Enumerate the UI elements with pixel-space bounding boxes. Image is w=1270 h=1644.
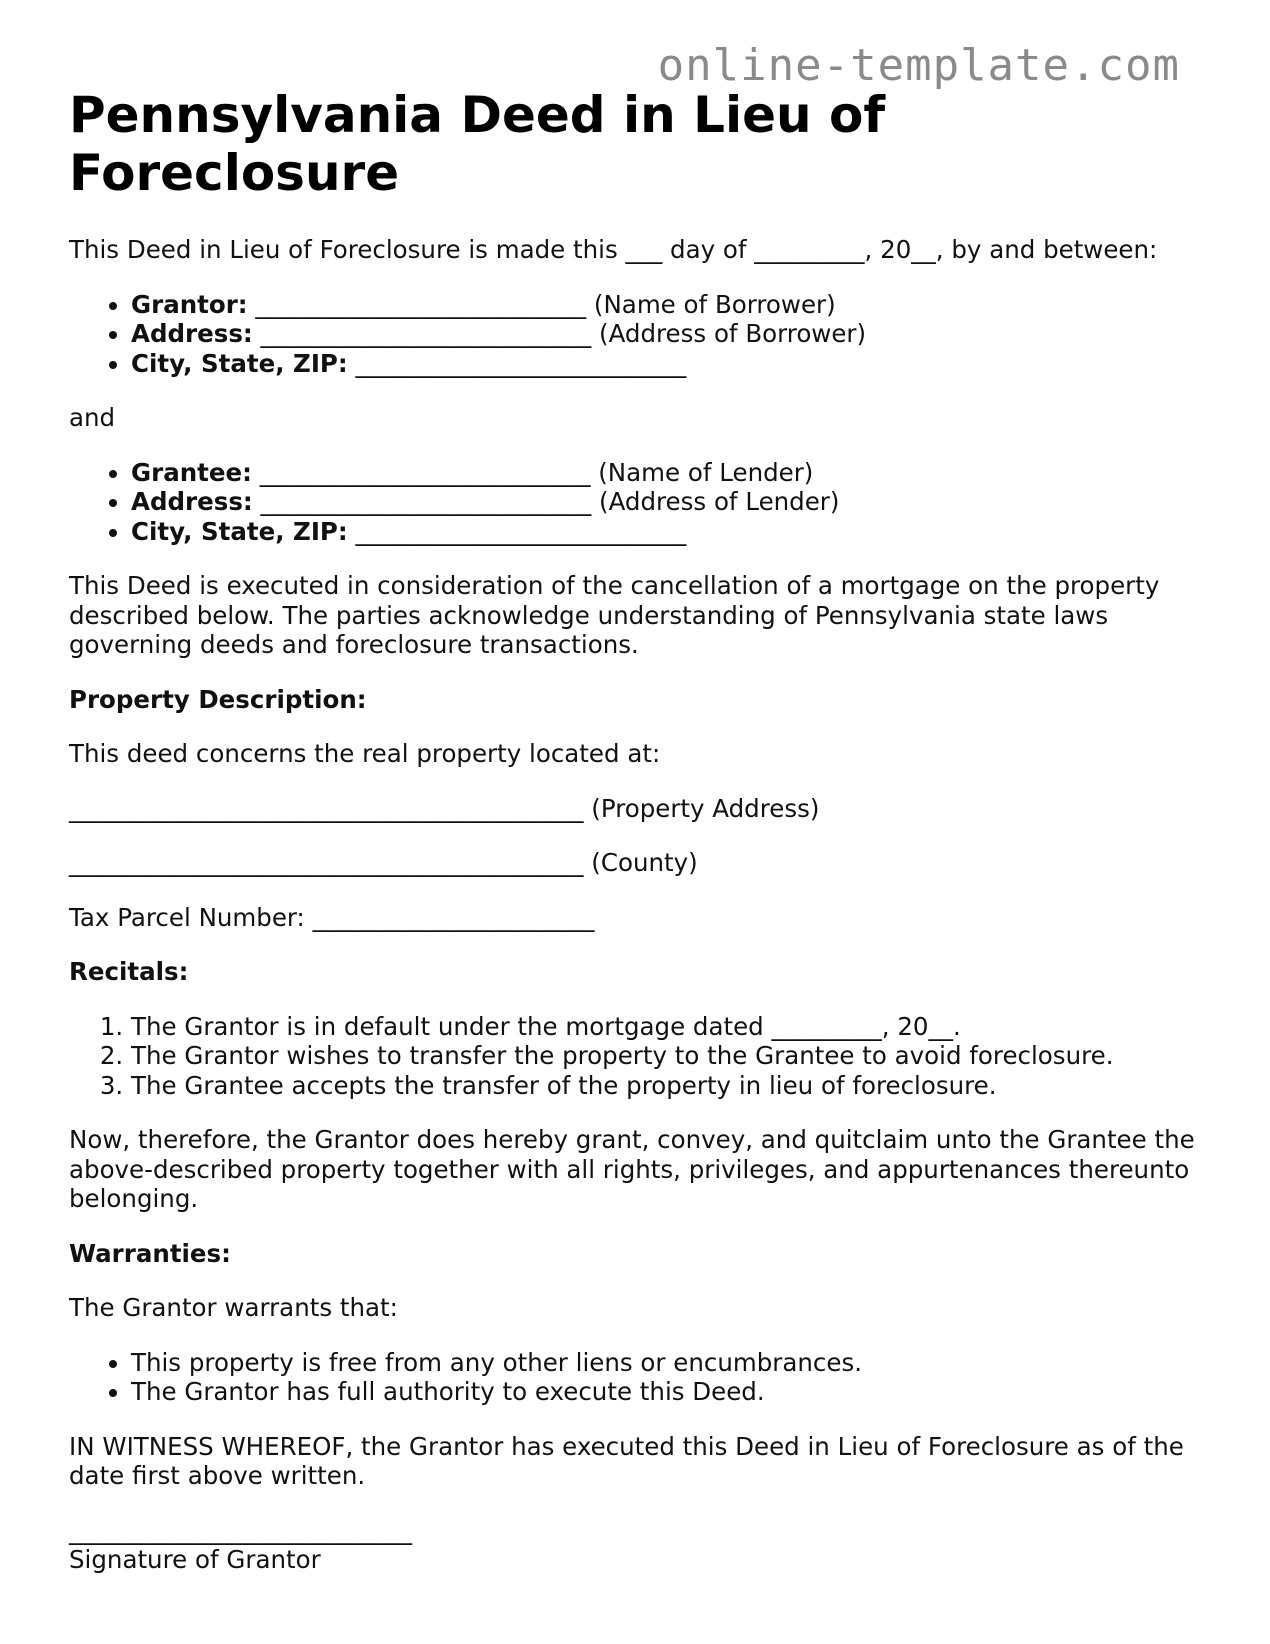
witness-paragraph: IN WITNESS WHEREOF, the Grantor has executed this Deed in Lieu of Foreclosure as of the date first above written. [69, 1431, 1192, 1490]
field-label: City, State, ZIP: [131, 516, 348, 546]
property-heading: Property Description: [69, 684, 367, 714]
field-label: City, State, ZIP: [131, 348, 348, 378]
field-blank: ___________________________ (Address of Lender) [252, 487, 840, 516]
recitals-list [69, 1012, 1199, 1101]
warranties-intro: The Grantor warrants that: [69, 1293, 398, 1322]
field-blank: ___________________________ [347, 516, 687, 546]
grantor-address-item [131, 319, 1199, 349]
property-intro: This deed concerns the real property located at: [69, 739, 661, 768]
recital-item: 3. The Grantee accepts the transfer of the property in lieu of foreclosure. [131, 1071, 1199, 1101]
document-page [69, 86, 1203, 1575]
field-label: Grantee: [131, 457, 252, 487]
warranty-item: • This property is free from any other liens or encumbrances. [131, 1348, 1199, 1378]
tax-parcel-line: Tax Parcel Number: _______________________ [69, 902, 595, 932]
grantee-city-item [131, 517, 1199, 547]
field-blank: ___________________________ (Address of Borrower) [252, 319, 867, 348]
signature-line: ____________________________ [69, 1515, 412, 1545]
grantor-list [69, 290, 1199, 379]
watermark: online-template.com [657, 40, 1180, 91]
recitals-heading: Recitals: [69, 957, 189, 986]
grantor-name-item [131, 290, 1199, 320]
signature-label: Signature of Grantor [69, 1545, 321, 1574]
warranties-heading: Warranties: [69, 1238, 231, 1268]
field-label: Grantor: [131, 289, 248, 319]
field-label: Address: [131, 487, 253, 516]
consideration-paragraph: This Deed is executed in consideration of the cancellation of a mortgage on the property described below. The parties acknowledge understanding of Pennsylvania state laws governing deeds and foreclosure transactions. [69, 571, 1168, 659]
grantee-address-item [131, 487, 1199, 517]
field-blank: ___________________________ [347, 348, 687, 378]
field-blank: ___________________________ (Name of Lender) [251, 457, 814, 487]
intro-paragraph: This Deed in Lieu of Foreclosure is made this ___ day of _________, 20__, by and between: [69, 235, 1158, 264]
warranty-item: • The Grantor has full authority to execute this Deed. [131, 1377, 1199, 1407]
conveyance-paragraph: Now, therefore, the Grantor does hereby grant, convey, and quitclaim unto the Grantee the above-described property together with all rights, privileges, and appurtenances thereunto belonging. [69, 1125, 1203, 1213]
recital-item: 2. The Grantor wishes to transfer the property to the Grantee to avoid foreclosure. [131, 1041, 1199, 1071]
warranties-list [69, 1348, 1199, 1407]
field-blank: ___________________________ (Name of Borrower) [247, 289, 836, 319]
page-title: Pennsylvania Deed in Lieu of Foreclosure [69, 86, 886, 202]
grantee-list [69, 458, 1199, 547]
property-county-line: __________________________________________ (County) [69, 848, 698, 877]
and-text: and [69, 403, 116, 432]
field-label: Address: [131, 319, 253, 348]
property-address-line: __________________________________________ (Property Address) [69, 793, 820, 823]
grantee-name-item [131, 458, 1199, 488]
recital-item: 1. The Grantor is in default under the mortgage dated _________, 20__. [131, 1012, 1199, 1042]
grantor-city-item [131, 349, 1199, 379]
